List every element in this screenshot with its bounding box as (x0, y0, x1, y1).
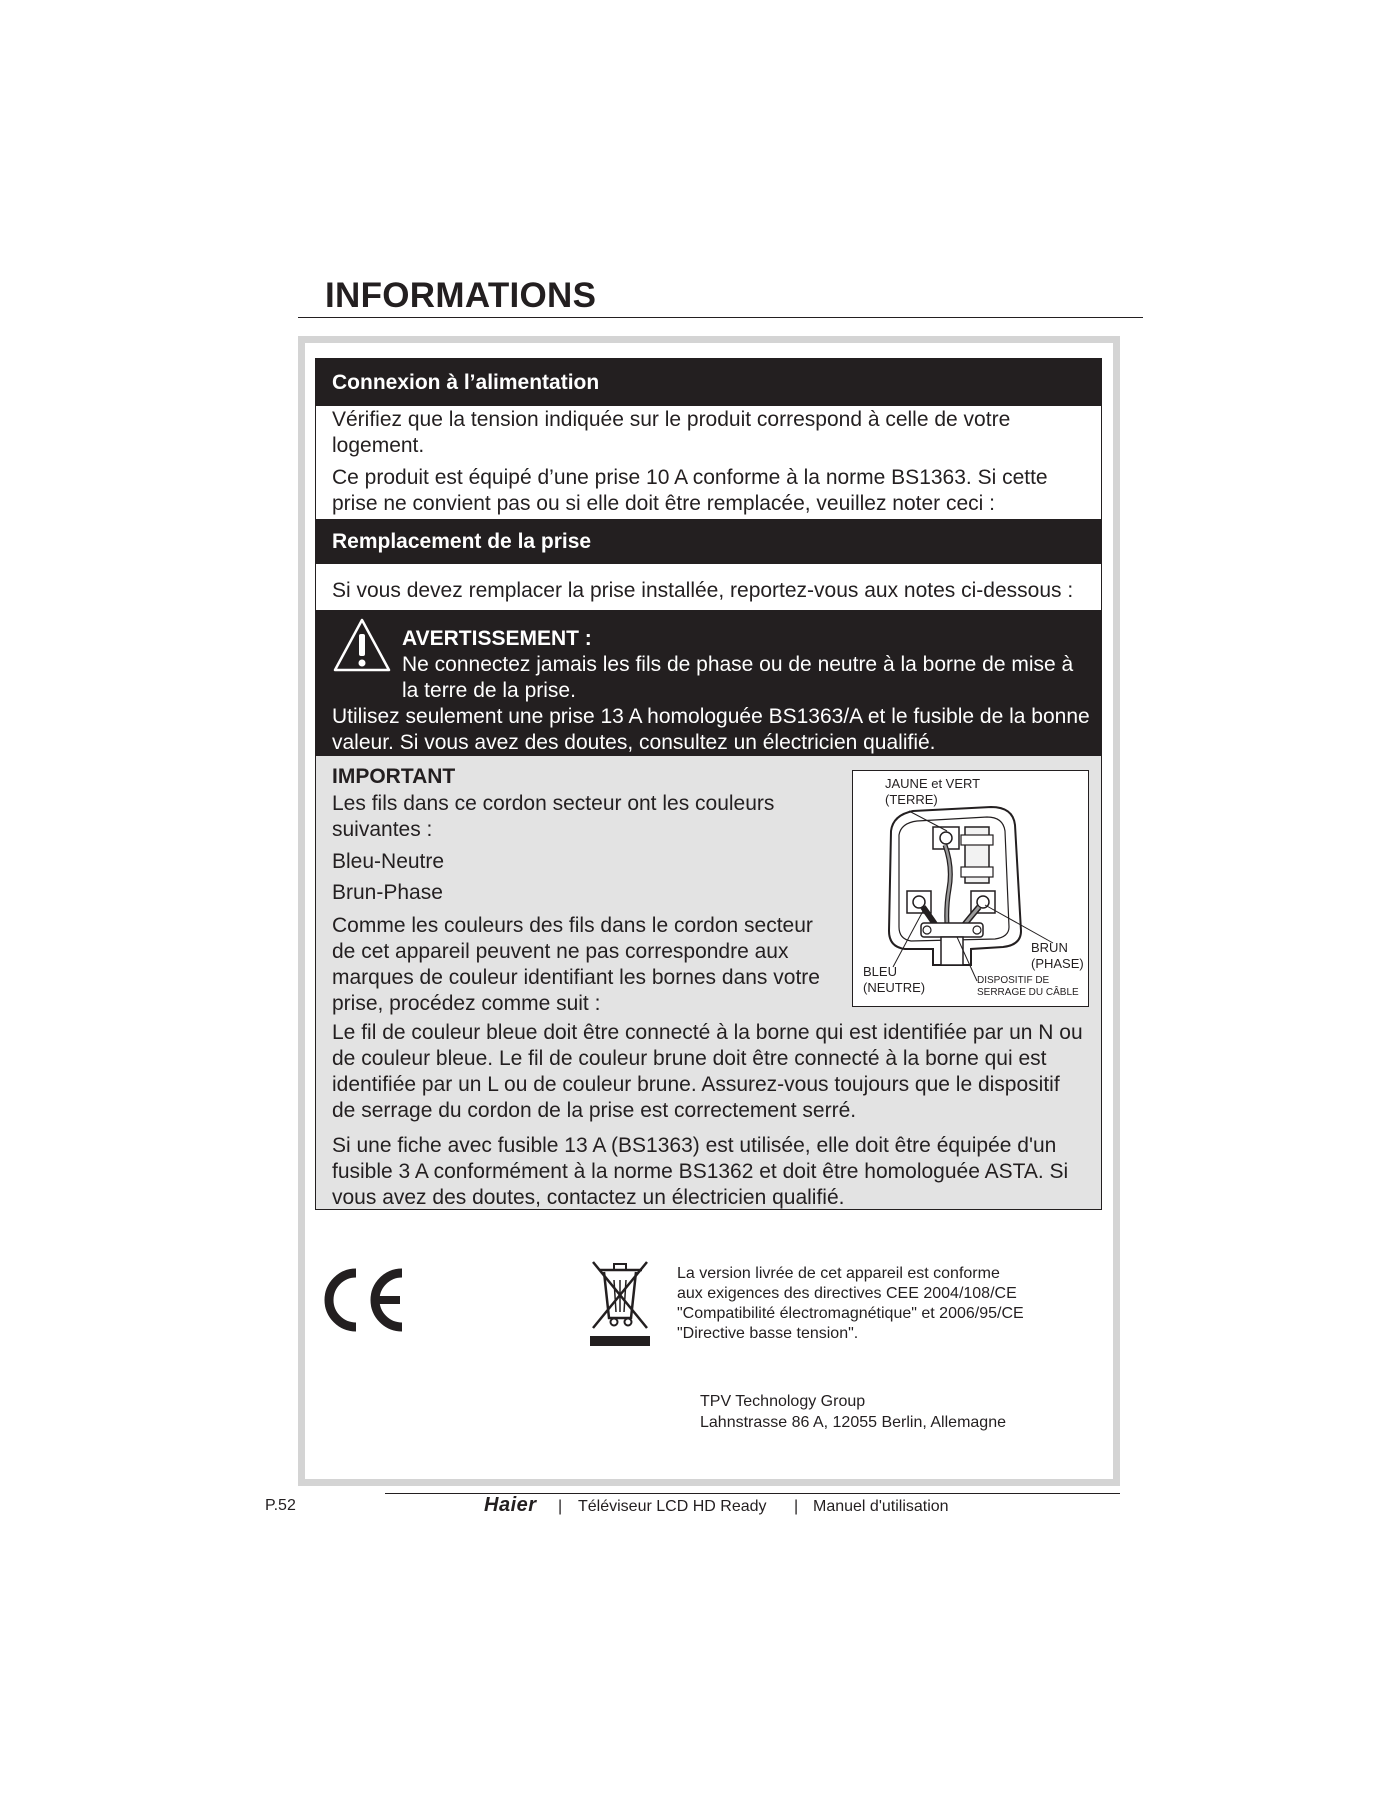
plug-wiring-diagram (852, 770, 1089, 1007)
compliance-text-line4: "Directive basse tension". (677, 1325, 859, 1342)
important-title: IMPORTANT (332, 765, 456, 788)
compliance-text-line3: "Compatibilité électromagnétique" et 2006/95/CE (677, 1305, 1024, 1322)
wire-colour-blue: Bleu-Neutre (332, 850, 445, 873)
warning-title: AVERTISSEMENT : (402, 627, 592, 650)
company-name: TPV Technology Group (700, 1393, 866, 1410)
page-title: INFORMATIONS (325, 276, 597, 315)
cable-clamp-label: DISPOSITIF DE (977, 975, 1050, 986)
footer-product-name: Téléviseur LCD HD Ready (578, 1498, 767, 1515)
footer-separator: | (794, 1498, 799, 1515)
cable-clamp-sublabel: SERRAGE DU CÂBLE (977, 987, 1079, 998)
company-address: Lahnstrasse 86 A, 12055 Berlin, Allemagne (700, 1414, 1006, 1431)
earth-wire-sublabel: (TERRE) (885, 792, 938, 807)
warning-text-fuse: Utilisez seulement une prise 13 A homologuée BS1363/A et le fusible de la bonne valeur. Si vous avez des doutes, consultez un électricien qualifié. (332, 705, 1090, 754)
colour-mismatch-text: Comme les couleurs des fils dans le cordon secteur de cet appareil peuvent ne pas correspondre aux marques de couleur identifiant les bornes dans votre prise, procédez comme suit : (332, 914, 820, 1015)
compliance-text-line2: aux exigences des directives CEE 2004/108/CE (677, 1285, 1017, 1302)
brown-wire-label: BRUN (1031, 940, 1068, 955)
power-connection-heading: Connexion à l’alimentation (316, 359, 1101, 406)
wire-colour-brown: Brun-Phase (332, 881, 443, 904)
wire-colours-intro: Les fils dans ce cordon secteur ont les couleurs suivantes : (332, 792, 775, 841)
brand-logo: Haier (484, 1494, 537, 1516)
plug-replacement-heading: Remplacement de la prise (316, 519, 1101, 564)
earth-wire-label: JAUNE et VERT (885, 776, 981, 791)
warning-triangle-icon (331, 616, 393, 674)
footer-manual-title: Manuel d'utilisation (813, 1498, 949, 1515)
ce-mark-icon (318, 1267, 408, 1333)
page-number: P.52 (265, 1497, 296, 1514)
warning-text-earth: Ne connectez jamais les fils de phase ou de neutre à la borne de mise à la terre de la prise. (402, 653, 1074, 702)
footer-separator: | (558, 1498, 563, 1515)
plug-replacement-text: Si vous devez remplacer la prise installée, reportez-vous aux notes ci-dessous : (332, 579, 1074, 602)
plug-standard-text: Ce produit est équipé d’une prise 10 A conforme à la norme BS1363. Si cette prise ne convient pas ou si elle doit être remplacée, veuillez noter ceci : (332, 466, 1048, 515)
brown-wire-sublabel: (PHASE) (1031, 956, 1084, 971)
blue-wire-sublabel: (NEUTRE) (863, 980, 926, 995)
wiring-instructions-text: Le fil de couleur bleue doit être connecté à la borne qui est identifiée par un N ou de couleur bleue. Le fil de couleur brune doit être connecté à la borne qui est identifiée par un L ou de couleur brune. Assurez-vous toujours que le dispositif de serrage du cordon de la prise est correctement serré. (332, 1021, 1083, 1122)
voltage-check-text: Vérifiez que la tension indiquée sur le produit correspond à celle de votre logement. (332, 408, 1011, 457)
weee-crossed-bin-icon (590, 1258, 650, 1348)
title-divider (298, 317, 1143, 318)
compliance-text-line1: La version livrée de cet appareil est conforme (677, 1265, 1000, 1282)
fuse-instructions-text: Si une fiche avec fusible 13 A (BS1363) est utilisée, elle doit être équipée d'un fusible 3 A conformément à la norme BS1362 et doit être homologuée ASTA. Si vous avez des doutes, contactez un électricien qualifié. (332, 1134, 1069, 1209)
blue-wire-label: BLEU (863, 964, 897, 979)
warning-block (316, 611, 1101, 756)
